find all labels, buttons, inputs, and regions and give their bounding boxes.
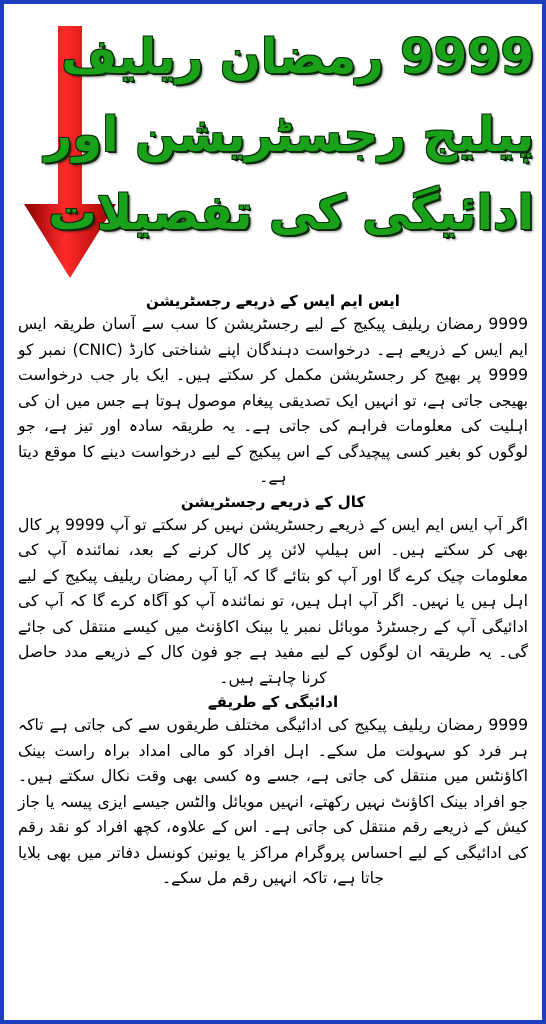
section-body-call: اگر آپ ایس ایم ایس کے ذریعے رجسٹریشن نہیں کر سکتے تو آپ 9999 پر کال بھی کر سکتے ہیں۔ اس ہیلپ لائن پر کال کرنے کے بعد، نمائندہ آپ کی معلومات چیک کرے گا اور آپ کو بتائے گا کہ آیا آپ رمضان ریلیف پیکیج کے لیے اہل ہیں یا نہیں۔ اگر آپ اہل ہیں، تو نمائندہ آپ کو آگاہ کرے گا کہ آپ کی ادائیگی آپ کے رجسٹرڈ موبائل نمبر یا بینک اکاؤنٹ میں کیسے منتقل کی جائے گی۔ یہ طریقہ ان لوگوں کے لیے مفید ہے جو فون کال کے ذریعے مدد حاصل کرنا چاہتے ہیں۔ <box>18 515 528 687</box>
title-line-1: 9999 رمضان ریلیف <box>61 29 534 85</box>
section-heading-sms: ایس ایم ایس کے ذریعے رجسٹریشن <box>146 292 400 310</box>
section-body-sms: 9999 رمضان ریلیف پیکیج کے لیے رجسٹریشن کا سب سے آسان طریقہ ایس ایم ایس کے ذریعے ہے۔ درخواست دہندگان اپنے شناختی کارڈ (CNIC) نمبر کو 9999 پر بھیج کر رجسٹریشن مکمل کر سکتے ہیں۔ ایک بار جب درخواست بھیجی جاتی ہے، تو انہیں ایک تصدیقی پیغام موصول ہوتا ہے جس میں ان کی اہلیت کی معلومات فراہم کی جاتی ہے۔ یہ طریقہ سادہ اور تیز ہے، جو لوگوں کو بغیر کسی پیچیدگی کے اس پیکیج کے لیے درخواست دینے کا موقع دیتا ہے۔ <box>18 315 528 486</box>
section-heading-call: کال کے ذریعے رجسٹریشن <box>180 492 366 511</box>
section-heading-payment: ادائیگی کے طریقے <box>207 693 339 711</box>
title-line-3: ادائیگی کی تفصیلات <box>48 185 534 241</box>
title-line-2: پیلیج رجسٹریشن اور <box>44 107 534 163</box>
section-body-payment: 9999 رمضان ریلیف پیکیج کی ادائیگی مختلف طریقوں سے کی جاتی ہے تاکہ ہر فرد کو سہولت مل سکے۔ اہل افراد کو مالی امداد براہ راست بینک اکاؤنٹس میں منتقل کی جاتی ہے، جسے وہ کسی بھی وقت نکال سکتے ہیں۔ جو افراد بینک اکاؤنٹ نہیں رکھتے، انہیں موبائل والٹس جیسے ایزی پیسہ یا جاز کیش کے ذریعے رقم منتقل کی جاتی ہے۔ اس کے علاوہ، کچھ افراد کو نقد رقم کی ادائیگی کے لیے احساس پروگرام مراکز یا یونین کونسل دفاتر میں بھی بلایا جاتا ہے، تاکہ انہیں رقم مل سکے۔ <box>18 716 528 887</box>
page-title <box>44 18 534 268</box>
article-body <box>18 290 528 892</box>
